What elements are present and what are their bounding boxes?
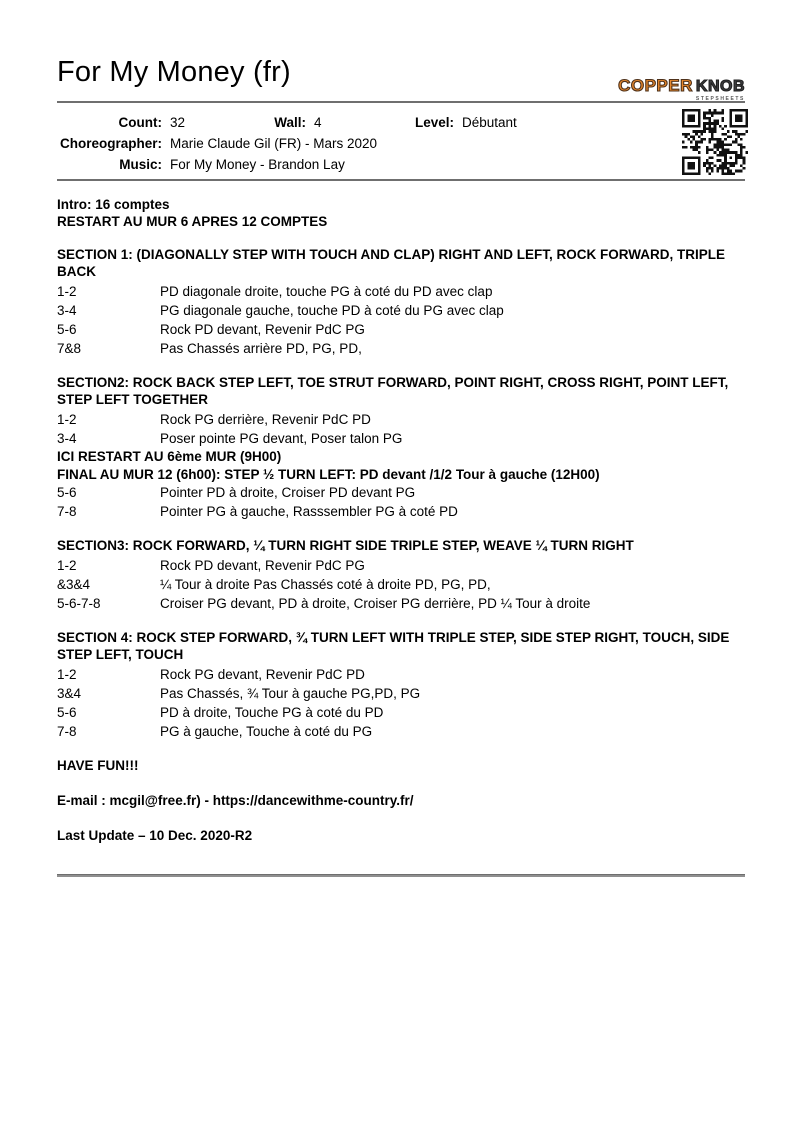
step-description: Pas Chassés arrière PD, PG, PD,	[160, 341, 362, 356]
email-text: E-mail : mcgil@free.fr) - https://dancewithme-country.fr/	[57, 793, 414, 808]
logo-stepsheets-text: STEPSHEETS	[695, 96, 745, 102]
copperknob-logo	[618, 77, 745, 102]
wall-label: Wall:	[274, 115, 306, 130]
step-row	[57, 703, 757, 722]
step-description: Rock PG derrière, Revenir PdC PD	[160, 412, 371, 427]
section-4-steps	[57, 665, 757, 741]
logo-copper-text: COPPER	[618, 76, 693, 95]
step-description: PD à droite, Touche PG à coté du PD	[160, 705, 384, 720]
intro-line: Intro: 16 comptes	[57, 197, 170, 212]
step-count: 1-2	[57, 558, 77, 573]
step-row	[57, 483, 757, 502]
step-count: 7&8	[57, 341, 82, 356]
step-row	[57, 556, 757, 575]
step-count: 3-4	[57, 431, 77, 446]
section-4	[57, 629, 757, 741]
page-title: For My Money (fr)	[57, 56, 291, 88]
meta-table	[57, 112, 617, 175]
have-fun-text: HAVE FUN!!!	[57, 758, 139, 773]
step-description: Rock PD devant, Revenir PdC PG	[160, 322, 365, 337]
step-description: PG diagonale gauche, touche PD à coté du PG avec clap	[160, 303, 504, 318]
final-note: FINAL AU MUR 12 (6h00): STEP ½ TURN LEFT: PD devant /1/2 Tour à gauche (12H00)	[57, 466, 600, 482]
step-description: ¼ Tour à droite Pas Chassés coté à droite PD, PG, PD,	[160, 577, 491, 592]
step-description: PG à gauche, Touche à coté du PG	[160, 724, 373, 739]
section-2-header: SECTION2: ROCK BACK STEP LEFT, TOE STRUT FORWARD, POINT RIGHT, CROSS RIGHT, POINT LEFT, STEP LEFT TOGETHER	[57, 375, 729, 407]
wall-value: 4	[314, 115, 322, 130]
last-update-text: Last Update – 10 Dec. 2020-R2	[57, 828, 253, 843]
section-4-header: SECTION 4: ROCK STEP FORWARD, ¾ TURN LEFT WITH TRIPLE STEP, SIDE STEP RIGHT, TOUCH, SIDE STEP LEFT, TOUCH	[57, 630, 730, 662]
choreographer-value: Marie Claude Gil (FR) - Mars 2020	[170, 136, 378, 151]
count-value: 32	[170, 115, 186, 130]
stepsheet-body	[57, 196, 757, 877]
step-row	[57, 684, 757, 703]
section-3-steps	[57, 556, 757, 613]
step-count: 5-6	[57, 705, 77, 720]
step-count: &3&4	[57, 577, 91, 592]
step-count: 1-2	[57, 412, 77, 427]
restart-line: RESTART AU MUR 6 APRES 12 COMPTES	[57, 214, 328, 229]
step-description: Pointer PG à gauche, Rasssembler PG à coté PD	[160, 504, 458, 519]
section-1-steps	[57, 282, 757, 358]
step-count: 1-2	[57, 284, 77, 299]
step-row	[57, 502, 757, 521]
step-description: PD diagonale droite, touche PG à coté du PD avec clap	[160, 284, 493, 299]
intro-block	[57, 196, 757, 230]
step-row	[57, 320, 757, 339]
step-row	[57, 301, 757, 320]
section-1-header: SECTION 1: (DIAGONALLY STEP WITH TOUCH AND CLAP) RIGHT AND LEFT, ROCK FORWARD, TRIPLE BACK	[57, 247, 726, 279]
step-count: 1-2	[57, 667, 77, 682]
step-count: 5-6	[57, 485, 77, 500]
logo-knob-text: KNOB	[695, 78, 745, 95]
choreographer-label: Choreographer:	[59, 136, 162, 151]
meta-divider	[57, 179, 745, 181]
step-row	[57, 429, 757, 448]
level-label: Level:	[414, 115, 454, 130]
step-count: 5-6-7-8	[57, 596, 101, 611]
step-description: Rock PD devant, Revenir PdC PG	[160, 558, 365, 573]
step-count: 7-8	[57, 504, 77, 519]
qr-code-icon	[682, 109, 748, 175]
step-count: 5-6	[57, 322, 77, 337]
step-description: Pas Chassés, ¾ Tour à gauche PG,PD, PG	[160, 686, 421, 701]
step-row	[57, 339, 757, 358]
step-count: 7-8	[57, 724, 77, 739]
step-row	[57, 410, 757, 429]
step-row	[57, 282, 757, 301]
step-description: Poser pointe PG devant, Poser talon PG	[160, 431, 403, 446]
music-label: Music:	[119, 157, 162, 172]
step-description: Rock PG devant, Revenir PdC PD	[160, 667, 365, 682]
copperknob-wordmark	[618, 77, 745, 95]
step-row	[57, 594, 757, 613]
section-2	[57, 374, 757, 521]
step-row	[57, 722, 757, 741]
restart-note: ICI RESTART AU 6ème MUR (9H00)	[57, 449, 282, 464]
section-2-steps	[57, 410, 757, 521]
step-description: Pointer PD à droite, Croiser PD devant PG	[160, 485, 416, 500]
section-3	[57, 537, 757, 613]
section-3-header: SECTION3: ROCK FORWARD, ¼ TURN RIGHT SIDE TRIPLE STEP, WEAVE ¼ TURN RIGHT	[57, 538, 634, 553]
step-count: 3-4	[57, 303, 77, 318]
count-label: Count:	[118, 115, 162, 130]
step-description: Croiser PG devant, PD à droite, Croiser PG derrière, PD ¼ Tour à droite	[160, 596, 591, 611]
step-row	[57, 575, 757, 594]
music-value: For My Money - Brandon Lay	[170, 157, 345, 172]
step-row	[57, 665, 757, 684]
footer-divider	[57, 874, 745, 877]
level-value: Débutant	[462, 115, 517, 130]
step-count: 3&4	[57, 686, 82, 701]
section-1	[57, 246, 757, 358]
